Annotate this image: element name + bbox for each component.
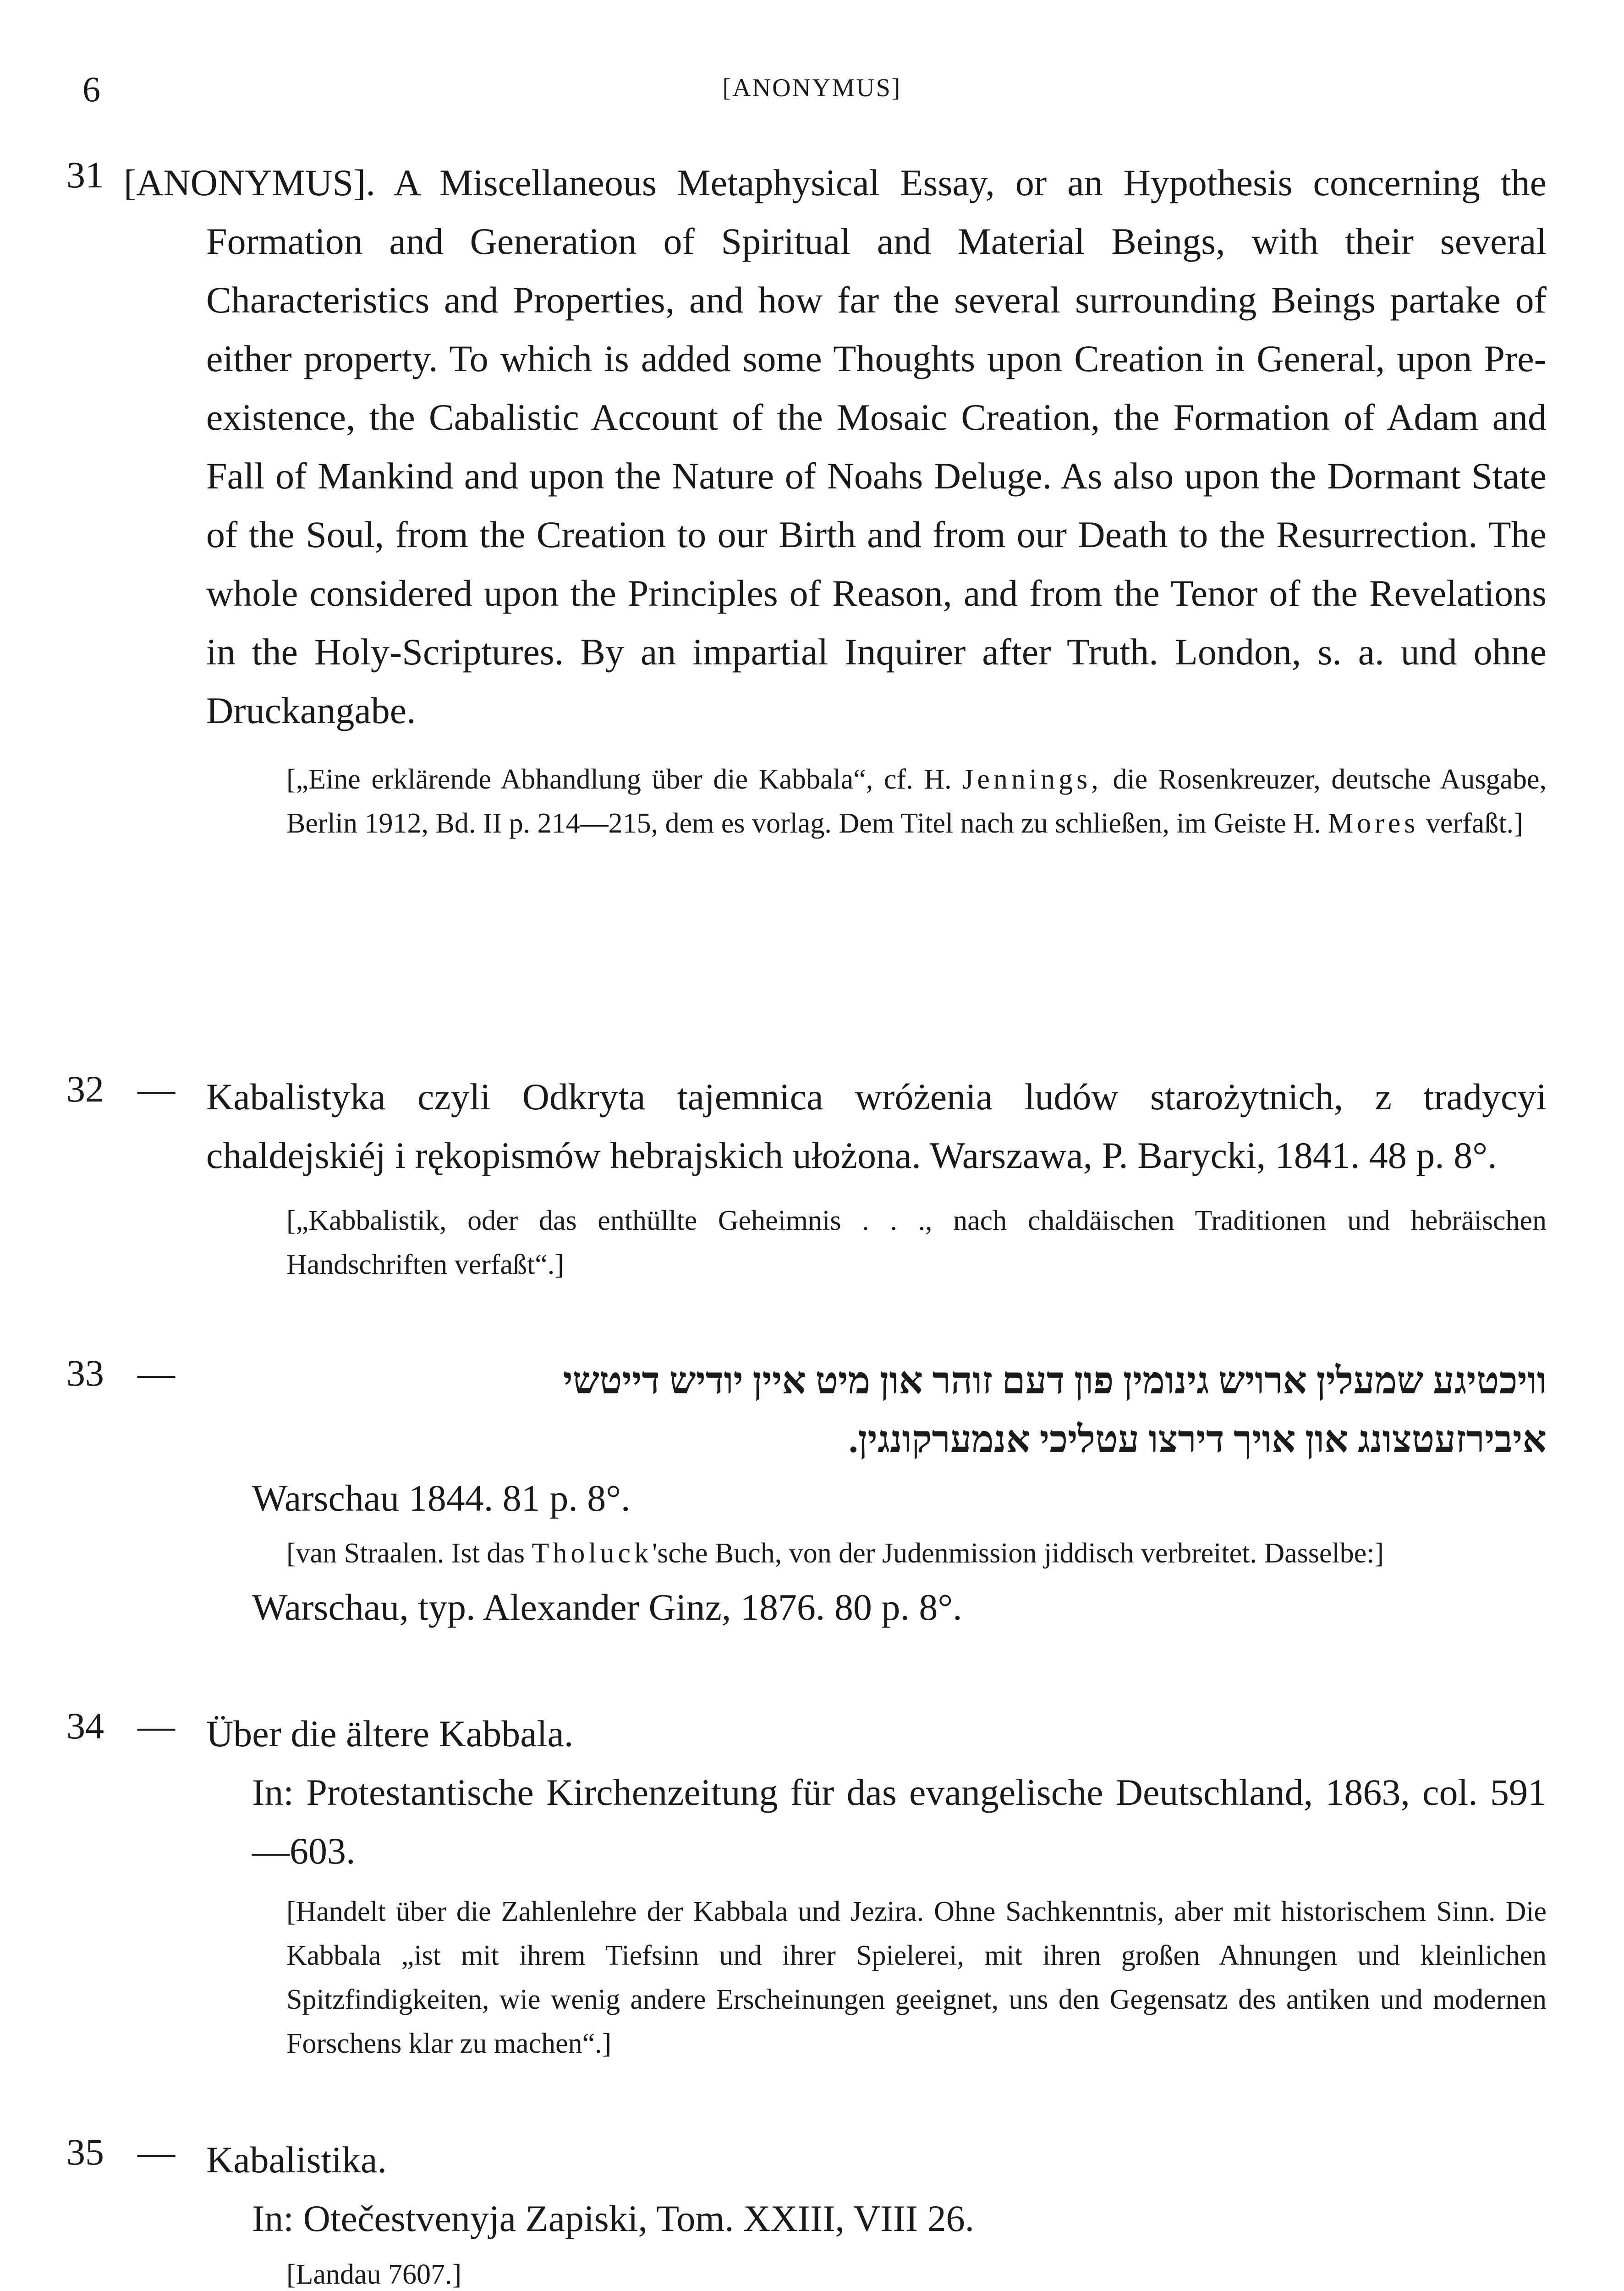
entry-main-text: [66, 153, 1547, 740]
note-author-name: Mores: [1328, 808, 1419, 839]
entry-dash: —: [137, 1705, 175, 1747]
note-text-b: die Rosenkreuzer, deutsche Ausgabe, Berlin 1912, Bd. II p. 214—215, dem es vorlag. Dem Titel nach zu schließen, im Geiste H.: [286, 764, 1547, 839]
entry-number: 35: [66, 2131, 104, 2173]
note-text-c: verfaßt.]: [1426, 808, 1523, 839]
note-author-name: Jennings,: [962, 764, 1102, 795]
entry-imprint: Warschau 1844. 81 p. 8°.: [252, 1477, 631, 1519]
entry-31: [66, 153, 1547, 845]
entry-note: [286, 1531, 1547, 1575]
note-text-b: 'sche Buch, von der Judenmission jiddisch verbreitet. Dasselbe:]: [652, 1538, 1384, 1569]
entry-dash: —: [137, 2131, 175, 2173]
page-number: 6: [82, 69, 100, 109]
entry-in: In: Otečestvenyja Zapiski, Tom. XXIII, VIII 26.: [252, 2198, 975, 2239]
entry-number: 32: [66, 1068, 104, 1110]
entry-number: 34: [66, 1705, 104, 1747]
hebrew-title-line: וויכטיגע שמעלין ארויש גינומין פון דעם זוהר און מיט איין יודיש דייטשי: [563, 1360, 1547, 1402]
entry-dash: —: [137, 1352, 175, 1394]
entry-note: [Handelt über die Zahlenlehre der Kabbala und Jezira. Ohne Sachkenntnis, aber mit historischem Sinn. Die Kabbala „ist mit ihrem Tiefsinn und ihrer Spielerei, mit ihren großen Ahnungen und kleinlichen Spitzfindigkeiten, wie wenig andere Erscheinungen geeignet, uns den Gegensatz des antiken und modernen Forschens klar zu machen“.]: [286, 1896, 1547, 2059]
entry-33: [66, 1352, 1547, 1637]
note-text-a: [„Eine erklärende Abhandlung über die Kabbala“, cf. H.: [286, 764, 952, 795]
entry-note: [286, 757, 1547, 845]
entry-note: [Landau 7607.]: [286, 2259, 462, 2290]
entry-in: In: Protestantische Kirchenzeitung für das evangelische Deutschland, 1863, col. 591—603.: [252, 1771, 1547, 1872]
entry-imprint: Warschau, typ. Alexander Ginz, 1876. 80 p. 8°.: [252, 1586, 962, 1628]
running-title: [ANONYMUS]: [722, 74, 902, 102]
entry-main-text: Kabalistyka czyli Odkryta tajemnica wróżenia ludów starożytnich, z tradycyi chaldejskiéj i rękopismów hebrajskich ułożona. Warszawa, P. Barycki, 1841. 48 p. 8°.: [206, 1076, 1547, 1176]
entry-31-body: [ANONYMUS]. A Miscellaneous Metaphysical Essay, or an Hypothesis concerning the Formation and Generation of Spiritual and Material Beings, with their several Characteristics and Properties, and how far the several surrounding Beings partake of either property. To which is added some Thoughts upon Creation in General, upon Pre-existence, the Cabalistic Account of the Mosaic Creation, the Formation of Adam and Fall of Mankind and upon the Nature of Noahs Deluge. As also upon the Dormant State of the Soul, from the Creation to our Birth and from our Death to the Resurrection. The whole considered upon the Principles of Reason, and from the Tenor of the Revelations in the Holy-Scriptures. By an impartial Inquirer after Truth. London, s. a. und ohne Druckangabe.: [124, 162, 1547, 731]
entry-dash: —: [137, 1068, 175, 1110]
entry-34: [66, 1705, 1547, 2066]
entry-32: [66, 1068, 1547, 1287]
entry-note: [„Kabbalistik, oder das enthüllte Geheimnis . . ., nach chaldäischen Traditionen und hebräischen Handschriften verfaßt“.]: [286, 1205, 1547, 1280]
hebrew-title-line: איבירזעטצונג און אויך דירצו עטליכי אנמערקונגין.: [848, 1419, 1547, 1460]
entry-title: Über die ältere Kabbala.: [206, 1713, 574, 1754]
entry-number: 31: [66, 154, 104, 196]
entry-number: 33: [66, 1352, 104, 1394]
note-text-a: [van Straalen. Ist das: [286, 1538, 525, 1569]
entry-35: [66, 2131, 1547, 2291]
note-author-name: Tholuck: [532, 1538, 653, 1569]
entry-title: Kabalistika.: [206, 2139, 387, 2181]
